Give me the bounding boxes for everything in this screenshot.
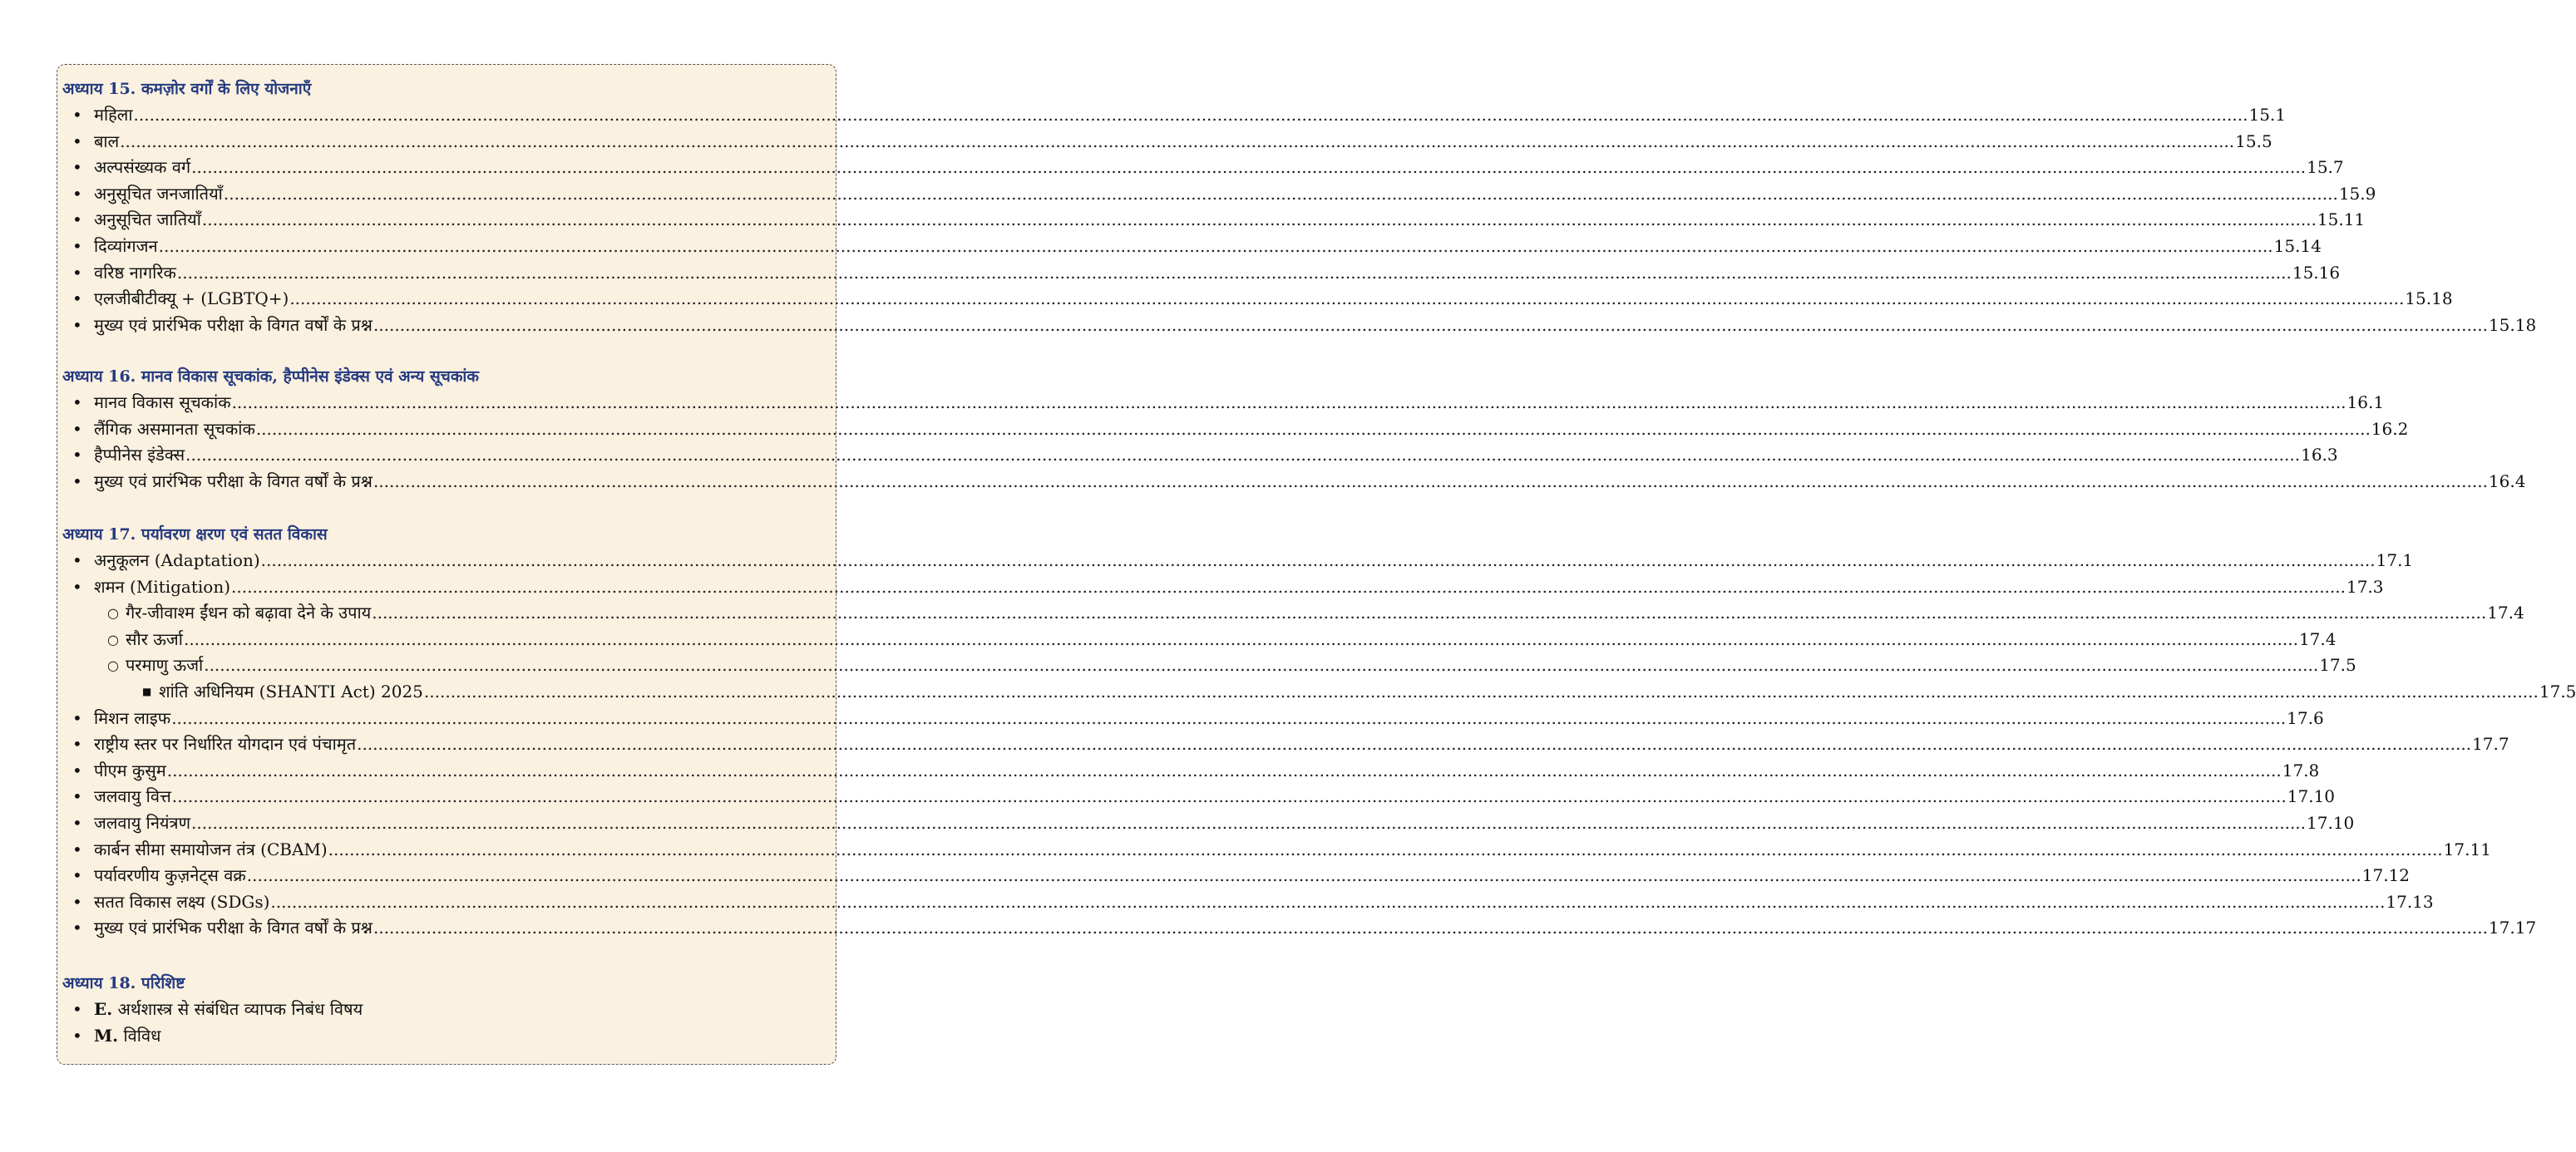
entry-title: परमाणु ऊर्जा — [126, 655, 204, 676]
page-number: 17.17 — [2488, 918, 2537, 938]
page-number: 17.6 — [2287, 707, 2324, 728]
entry-title: दिव्यांगजन — [94, 235, 158, 256]
bullet-icon: • — [72, 262, 82, 283]
dot-leader: ................................................................................................................................................................................................................................................................................................................................................................................................................ — [176, 262, 2292, 283]
entry-title: लैंगिक असमानता सूचकांक — [94, 418, 255, 439]
toc-entry — [62, 260, 2341, 287]
dot-leader: ................................................................................................................................................................................................................................................................................................................................................................................................................ — [231, 576, 2346, 597]
toc-entry — [62, 784, 2336, 810]
entry-title: पीएम कुसुम — [94, 760, 166, 780]
page-number: 15.14 — [2273, 235, 2322, 256]
toc-entry — [62, 915, 2537, 942]
page-number: 17.12 — [2361, 865, 2411, 886]
entry-title: सौर ऊर्जा — [126, 628, 183, 649]
table-of-contents-box — [57, 64, 2576, 1065]
toc-entry — [62, 390, 2385, 416]
chapter-17-section — [62, 522, 2576, 942]
bullet-icon: • — [72, 760, 82, 780]
entry-title: जलवायु वित्त — [94, 786, 171, 807]
toc-entry — [62, 810, 2355, 837]
dot-leader: ................................................................................................................................................................................................................................................................................................................................................................................................................ — [185, 445, 2301, 465]
entry-title: बाल — [94, 130, 120, 151]
appendix-letter: E. — [94, 999, 113, 1019]
page-number: 15.9 — [2338, 183, 2376, 204]
toc-entry — [62, 442, 2338, 469]
toc-entry — [62, 863, 2411, 889]
toc-entry — [62, 548, 2414, 574]
toc-entry — [62, 155, 2344, 181]
toc-entry — [62, 102, 2286, 129]
page-number: 17.3 — [2346, 576, 2384, 597]
bullet-icon: • — [72, 786, 82, 807]
entry-title: गैर-जीवाश्म ईंधन को बढ़ावा देने के उपाय — [126, 603, 372, 623]
page-number: 15.11 — [2317, 209, 2366, 230]
toc-entry — [62, 1023, 811, 1050]
dot-leader: ................................................................................................................................................................................................................................................................................................................................................................................................................ — [166, 760, 2282, 780]
chapter-title: अध्याय 15. कमज़ोर वर्गों के लिए योजनाएँ — [62, 80, 312, 98]
dot-leader: ................................................................................................................................................................................................................................................................................................................................................................................................................ — [133, 105, 2248, 125]
entry-title: पर्यावरणीय कुज़नेट्स वक्र — [94, 865, 246, 886]
dot-leader: ................................................................................................................................................................................................................................................................................................................................................................................................................ — [246, 865, 2361, 886]
bullet-icon: • — [72, 839, 82, 859]
toc-entry — [62, 234, 2322, 260]
bullet-icon: • — [72, 865, 82, 886]
entry-title: अनुकूलन (Adaptation) — [94, 550, 260, 570]
page-number: 15.16 — [2292, 262, 2341, 283]
toc-entry — [62, 129, 2273, 155]
bullet-icon: • — [72, 1025, 82, 1046]
page-number: 17.8 — [2282, 760, 2320, 780]
page-number: 15.18 — [2488, 314, 2537, 335]
bullet-icon: • — [72, 470, 82, 491]
bullet-icon: • — [72, 576, 82, 597]
toc-entry — [62, 679, 2576, 706]
bullet-icon: • — [72, 418, 82, 439]
page-number: 16.2 — [2371, 418, 2409, 439]
entry-title: विविध — [118, 1025, 161, 1046]
bullet-icon: • — [72, 734, 82, 755]
entry-title: अल्पसंख्यक वर्ग — [94, 157, 191, 178]
page-number: 17.4 — [2487, 603, 2524, 623]
toc-entry — [62, 469, 2526, 495]
toc-entry — [62, 997, 811, 1023]
page-number: 17.10 — [2287, 786, 2336, 807]
dot-leader: ................................................................................................................................................................................................................................................................................................................................................................................................................ — [231, 392, 2347, 412]
page-number: 15.5 — [2235, 130, 2273, 151]
bullet-icon: • — [72, 707, 82, 728]
entry-title: जलवायु नियंत्रण — [94, 812, 191, 833]
toc-entry — [62, 758, 2320, 785]
bullet-icon: • — [72, 550, 82, 570]
page-number: 17.1 — [2376, 550, 2414, 570]
bullet-icon: • — [72, 130, 82, 151]
dot-leader: ................................................................................................................................................................................................................................................................................................................................................................................................................ — [191, 157, 2307, 178]
toc-entry — [62, 837, 2491, 864]
bullet-icon: ○ — [107, 631, 119, 647]
page-number: 17.13 — [2386, 891, 2434, 912]
entry-title: अनुसूचित जातियाँ — [94, 209, 201, 230]
bullet-icon: • — [72, 314, 82, 335]
entry-title: मुख्य एवं प्रारंभिक परीक्षा के विगत वर्षों के प्रश्न — [94, 918, 373, 938]
entry-title: अनुसूचित जनजातियाँ — [94, 183, 223, 204]
entry-title: शमन (Mitigation) — [94, 576, 231, 597]
page-number: 16.4 — [2488, 470, 2526, 491]
chapter-18-section — [62, 971, 811, 1049]
dot-leader: ................................................................................................................................................................................................................................................................................................................................................................................................................ — [204, 655, 2319, 676]
bullet-icon: • — [72, 445, 82, 465]
bullet-icon: ○ — [107, 657, 119, 674]
chapter-title: अध्याय 18. परिशिष्ट — [62, 974, 185, 992]
toc-entry — [62, 286, 2453, 313]
dot-leader: ................................................................................................................................................................................................................................................................................................................................................................................................................ — [183, 628, 2298, 649]
toc-entry — [62, 706, 2324, 732]
page-number: 15.18 — [2405, 288, 2453, 309]
bullet-icon: • — [72, 891, 82, 912]
toc-entry — [62, 416, 2409, 443]
entry-title: सतत विकास लक्ष्य (SDGs) — [94, 891, 270, 912]
bullet-icon: • — [72, 235, 82, 256]
dot-leader: ................................................................................................................................................................................................................................................................................................................................................................................................................ — [373, 918, 2488, 938]
bullet-icon: • — [72, 183, 82, 204]
entry-title: कार्बन सीमा समायोजन तंत्र (CBAM) — [94, 839, 328, 859]
dot-leader: ................................................................................................................................................................................................................................................................................................................................................................................................................ — [201, 209, 2317, 230]
dot-leader: ................................................................................................................................................................................................................................................................................................................................................................................................................ — [372, 603, 2487, 623]
entry-title: मुख्य एवं प्रारंभिक परीक्षा के विगत वर्षों के प्रश्न — [94, 314, 373, 335]
page-number: 17.11 — [2443, 839, 2491, 859]
page-number: 15.7 — [2307, 157, 2344, 178]
page-number: 15.1 — [2248, 105, 2286, 125]
toc-entry — [62, 652, 2356, 679]
bullet-icon: ○ — [107, 605, 119, 622]
entry-title: राष्ट्रीय स्तर पर निर्धारित योगदान एवं पंचामृत — [94, 734, 357, 755]
dot-leader: ................................................................................................................................................................................................................................................................................................................................................................................................................ — [373, 470, 2488, 491]
page-number: 17.10 — [2307, 812, 2355, 833]
entry-title: शांति अधिनियम (SHANTI Act) 2025 — [159, 681, 423, 702]
chapter-title: अध्याय 16. मानव विकास सूचकांक, हैप्पीनेस इंडेक्स एवं अन्य सूचकांक — [62, 367, 479, 386]
dot-leader: ................................................................................................................................................................................................................................................................................................................................................................................................................ — [260, 550, 2376, 570]
toc-entry — [62, 889, 2434, 916]
entry-title: मुख्य एवं प्रारंभिक परीक्षा के विगत वर्षों के प्रश्न — [94, 470, 373, 491]
toc-entry — [62, 600, 2524, 627]
entry-title: एलजीबीटीक्यू + (LGBTQ+) — [94, 288, 289, 309]
dot-leader: ................................................................................................................................................................................................................................................................................................................................................................................................................ — [223, 183, 2338, 204]
dot-leader: ................................................................................................................................................................................................................................................................................................................................................................................................................ — [270, 891, 2386, 912]
dot-leader: ................................................................................................................................................................................................................................................................................................................................................................................................................ — [373, 314, 2488, 335]
entry-title: वरिष्ठ नागरिक — [94, 262, 176, 283]
toc-entry — [62, 731, 2509, 758]
dot-leader: ................................................................................................................................................................................................................................................................................................................................................................................................................ — [255, 418, 2371, 439]
bullet-icon: • — [72, 812, 82, 833]
entry-title: मिशन लाइफ — [94, 707, 171, 728]
toc-entry — [62, 627, 2337, 653]
appendix-letter: M. — [94, 1025, 119, 1046]
page-number: 16.1 — [2347, 392, 2385, 412]
bullet-icon: • — [72, 209, 82, 230]
dot-leader: ................................................................................................................................................................................................................................................................................................................................................................................................................ — [158, 235, 2273, 256]
toc-entry — [62, 181, 2376, 208]
page-number: 17.7 — [2472, 734, 2509, 755]
dot-leader: ................................................................................................................................................................................................................................................................................................................................................................................................................ — [171, 786, 2287, 807]
bullet-icon: • — [72, 157, 82, 178]
chapter-16-section — [62, 364, 2526, 495]
bullet-icon: ■ — [142, 685, 152, 697]
entry-title: महिला — [94, 105, 133, 125]
page-number: 17.5 — [2319, 655, 2356, 676]
toc-entry — [62, 207, 2366, 234]
dot-leader: ................................................................................................................................................................................................................................................................................................................................................................................................................ — [328, 839, 2443, 859]
entry-title: मानव विकास सूचकांक — [94, 392, 231, 412]
page-number: 16.3 — [2301, 445, 2338, 465]
dot-leader: ................................................................................................................................................................................................................................................................................................................................................................................................................ — [191, 812, 2307, 833]
toc-entry — [62, 574, 2384, 601]
bullet-icon: • — [72, 392, 82, 412]
dot-leader: ................................................................................................................................................................................................................................................................................................................................................................................................................ — [423, 681, 2539, 702]
bullet-icon: • — [72, 999, 82, 1019]
chapter-15-section — [62, 76, 2537, 338]
page-number: 17.4 — [2298, 628, 2337, 649]
entry-title: हैप्पीनेस इंडेक्स — [94, 445, 185, 465]
entry-title: अर्थशास्त्र से संबंधित व्यापक निबंध विषय — [112, 999, 363, 1019]
toc-entry — [62, 313, 2537, 339]
page-number: 17.5 — [2539, 681, 2576, 702]
bullet-icon: • — [72, 288, 82, 309]
dot-leader: ................................................................................................................................................................................................................................................................................................................................................................................................................ — [120, 130, 2235, 151]
dot-leader: ................................................................................................................................................................................................................................................................................................................................................................................................................ — [357, 734, 2472, 755]
dot-leader: ................................................................................................................................................................................................................................................................................................................................................................................................................ — [171, 707, 2287, 728]
dot-leader: ................................................................................................................................................................................................................................................................................................................................................................................................................ — [289, 288, 2405, 309]
chapter-title: अध्याय 17. पर्यावरण क्षरण एवं सतत विकास — [62, 525, 328, 544]
bullet-icon: • — [72, 105, 82, 125]
bullet-icon: • — [72, 918, 82, 938]
